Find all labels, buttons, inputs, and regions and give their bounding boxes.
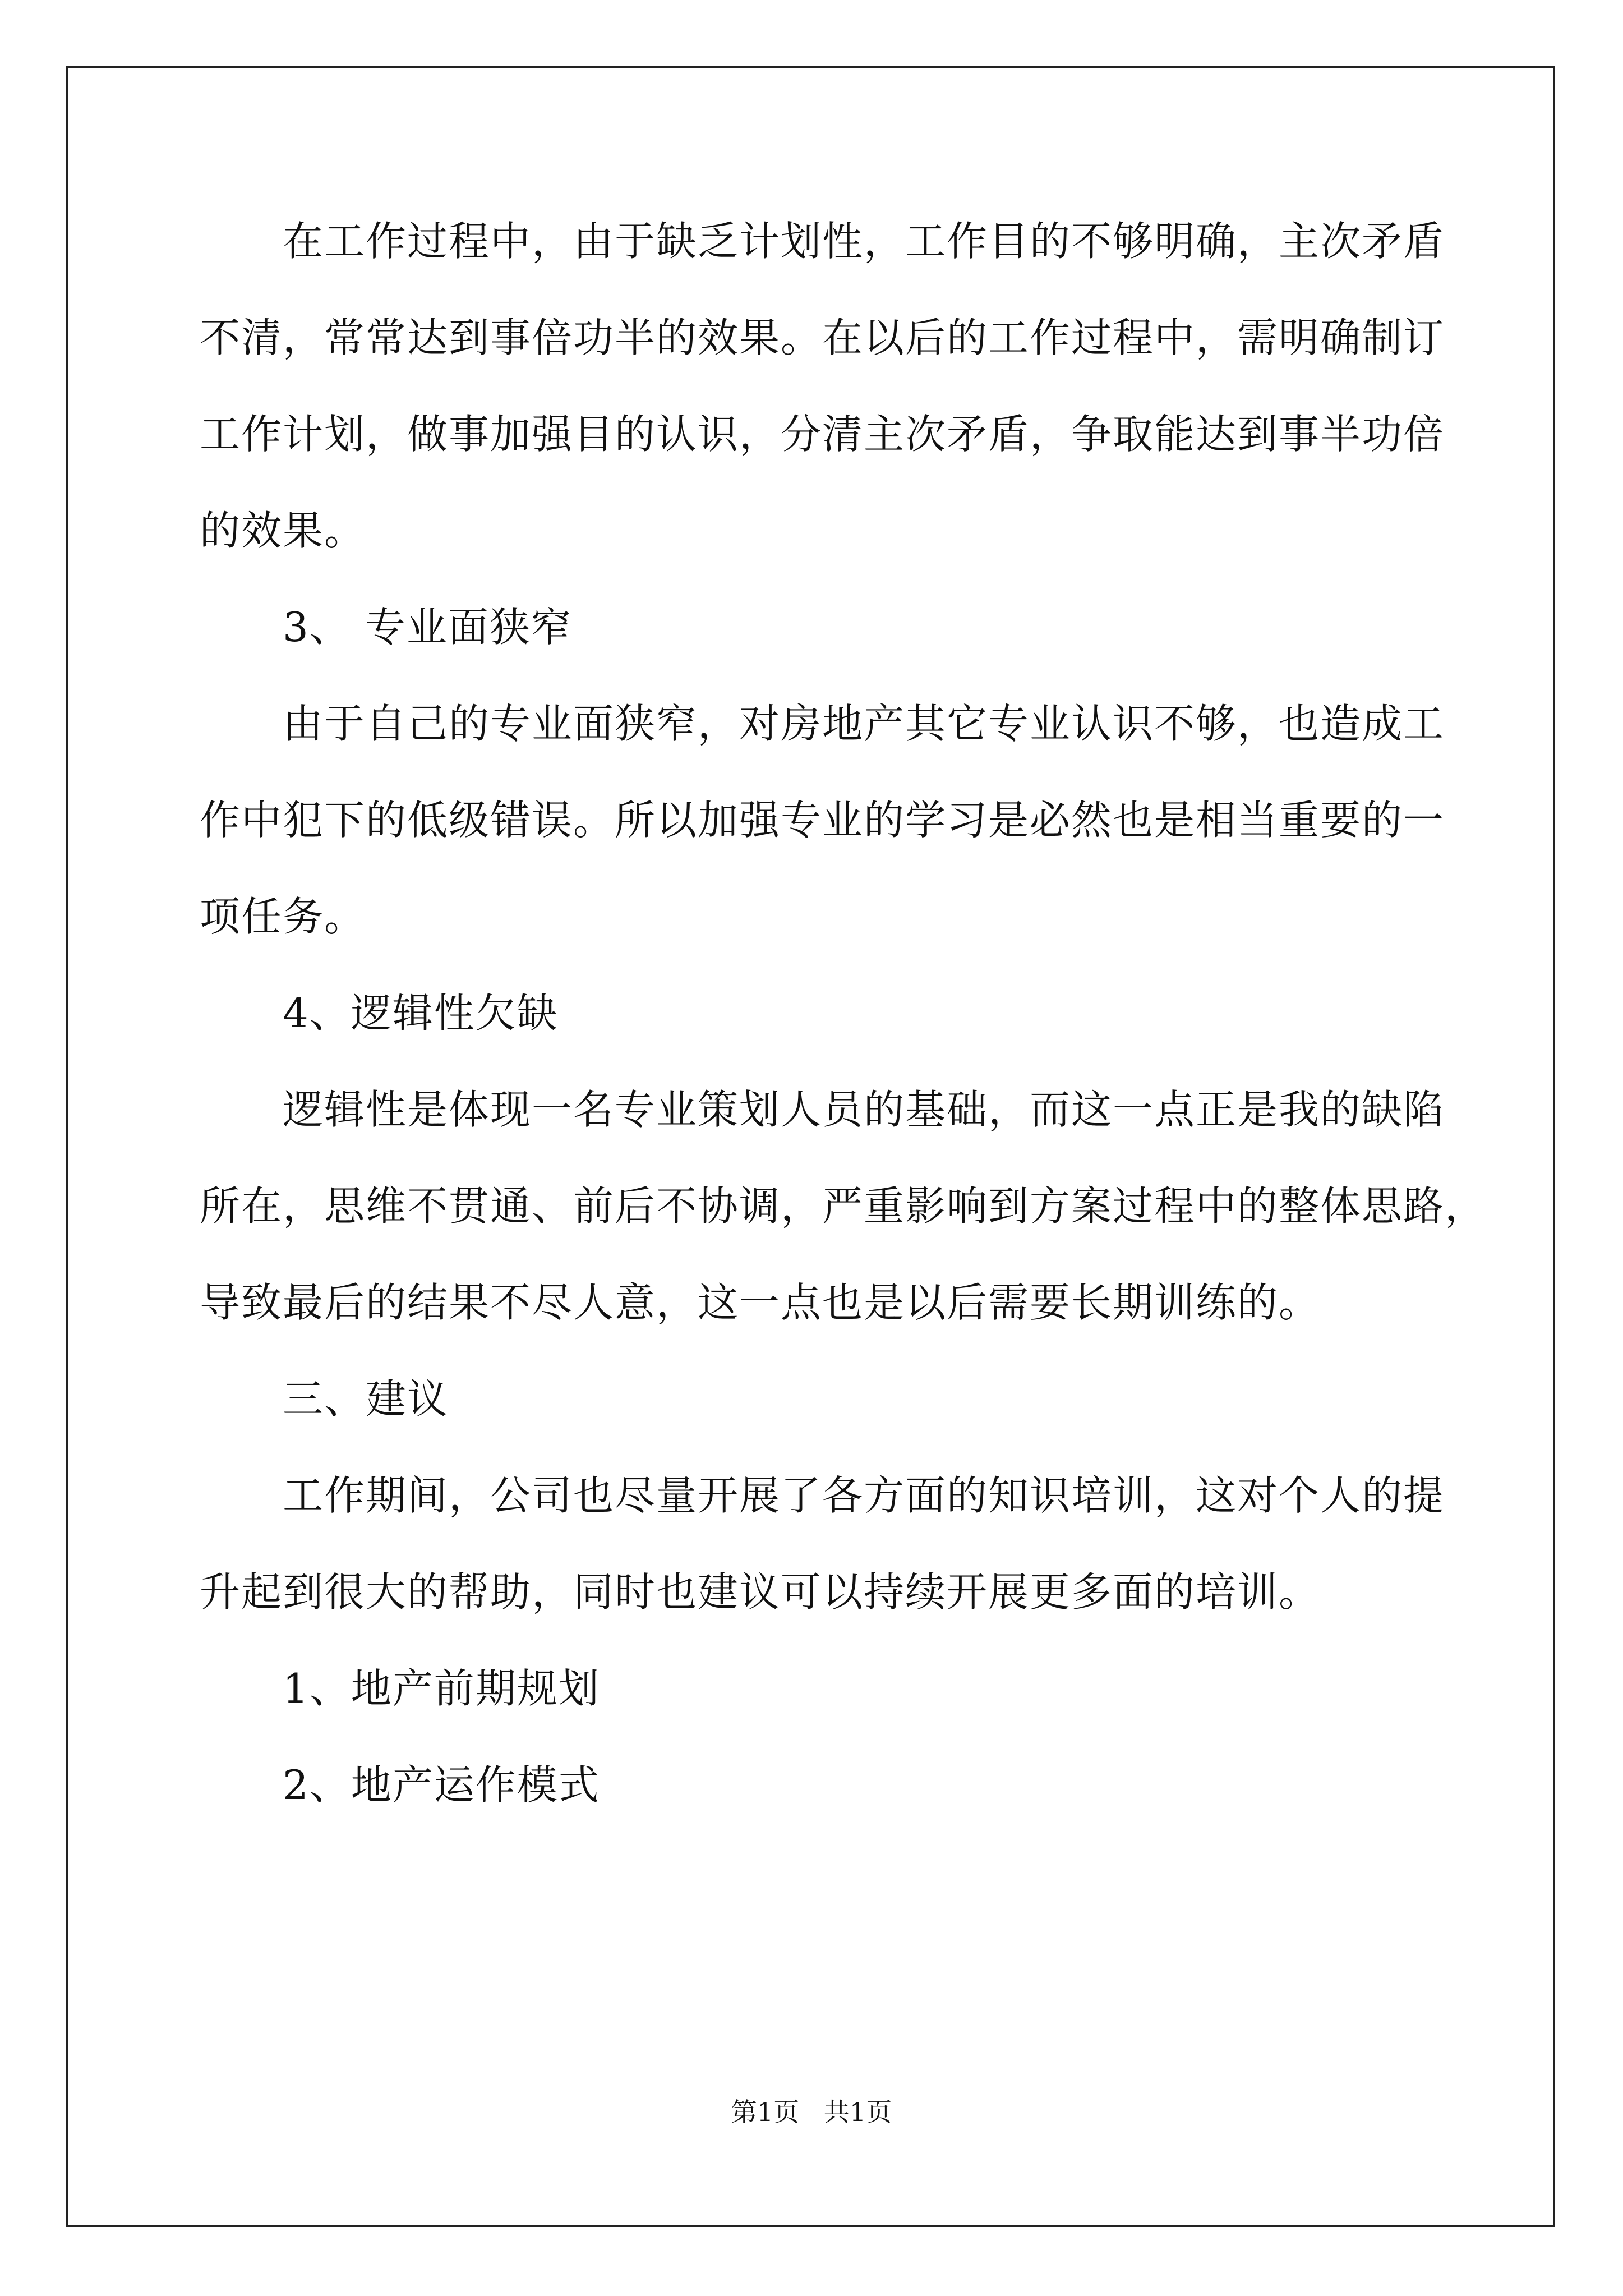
page-footer: 第1页 共1页 [731,2097,892,2127]
paragraph-line: 的效果。 [200,507,366,554]
paragraph-line: 升起到很大的帮助，同时也建议可以持续开展更多面的培训。 [200,1568,1321,1616]
paragraph-line: 导致最后的结果不尽人意，这一点也是以后需要长期训练的。 [200,1279,1321,1326]
paragraph-line: 由于自己的专业面狭窄，对房地产其它专业认识不够，也造成工 [283,700,1445,747]
page-border [66,66,1555,2227]
paragraph-line: 项任务。 [200,893,366,940]
paragraph-line: 工作期间，公司也尽量开展了各方面的知识培训，这对个人的提 [283,1472,1445,1519]
paragraph-line: 工作计划，做事加强目的认识，分清主次矛盾，争取能达到事半功倍 [200,411,1445,458]
list-item: 2、地产运作模式 [283,1761,600,1809]
section-heading: 4、逻辑性欠缺 [283,990,559,1037]
paragraph-line: 不清，常常达到事倍功半的效果。在以后的工作过程中，需明确制订 [200,314,1445,361]
list-item: 1、地产前期规划 [283,1665,600,1712]
paragraph-line: 作中犯下的低级错误。所以加强专业的学习是必然也是相当重要的一 [200,797,1445,844]
section-heading: 3、 专业面狭窄 [283,604,573,651]
paragraph-line: 所在，思维不贯通、前后不协调，严重影响到方案过程中的整体思路， [200,1182,1487,1230]
paragraph-line: 逻辑性是体现一名专业策划人员的基础，而这一点正是我的缺陷 [283,1086,1445,1133]
section-heading: 三、建议 [283,1375,449,1423]
paragraph-line: 在工作过程中，由于缺乏计划性，工作目的不够明确，主次矛盾 [283,218,1445,265]
